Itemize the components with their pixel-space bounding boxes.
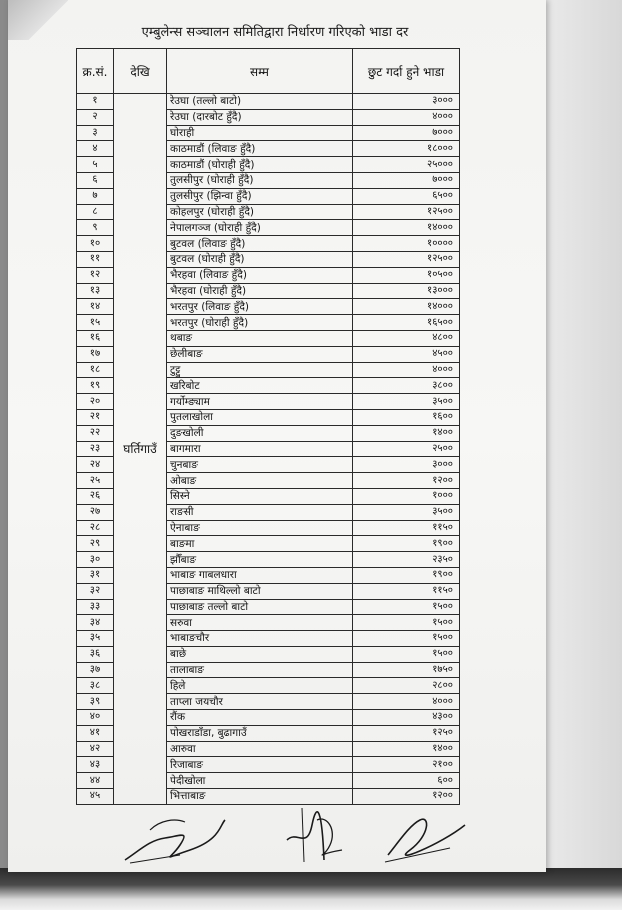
rate-cell: १०००० [353, 236, 460, 252]
rate-cell: ३५०० [353, 394, 460, 410]
destination-cell: हिले [167, 678, 353, 694]
rate-cell: १२५०० [353, 204, 460, 220]
serial-cell: ३८ [77, 678, 114, 694]
destination-cell: ताप्ला जयचौर [167, 694, 353, 710]
rate-cell: १०५०० [353, 267, 460, 283]
serial-cell: ४० [77, 710, 114, 726]
serial-cell: २८ [77, 520, 114, 536]
destination-cell: चुनबाङ [167, 457, 353, 473]
destination-cell: सरुवा [167, 615, 353, 631]
rate-cell: १५०० [353, 599, 460, 615]
serial-cell: १९ [77, 378, 114, 394]
serial-cell: १५ [77, 315, 114, 331]
rate-cell: १५०० [353, 615, 460, 631]
serial-cell: २३ [77, 441, 114, 457]
destination-cell: भरतपुर (लिवाङ हुँदै) [167, 299, 353, 315]
destination-cell: थबाङ [167, 330, 353, 346]
signature-2 [282, 800, 352, 870]
rate-cell: १३००० [353, 283, 460, 299]
destination-cell: भैरहवा (लिवाङ हुँदै) [167, 267, 353, 283]
serial-cell: ४ [77, 141, 114, 157]
destination-cell: पाछाबाङ तल्लो बाटो [167, 599, 353, 615]
serial-cell: १४ [77, 299, 114, 315]
serial-cell: २४ [77, 457, 114, 473]
serial-cell: ३९ [77, 694, 114, 710]
table-header-row [77, 49, 460, 94]
rate-cell: १५०० [353, 646, 460, 662]
rate-cell: ४८०० [353, 330, 460, 346]
destination-cell: नेपालगञ्ज (घोराही हुँदै) [167, 220, 353, 236]
rate-cell: २५००० [353, 157, 460, 173]
rate-cell: ४००० [353, 362, 460, 378]
rate-table [76, 48, 460, 805]
destination-cell: पेदीखोला [167, 773, 353, 789]
signature-3-mark [380, 800, 470, 870]
destination-cell: पोखराडाँडा, बुढागाउँ [167, 725, 353, 741]
serial-cell: १२ [77, 267, 114, 283]
serial-cell: २० [77, 394, 114, 410]
destination-cell: घोराही [167, 125, 353, 141]
rate-cell: १२०० [353, 789, 460, 805]
serial-cell: ९ [77, 220, 114, 236]
destination-cell: तुलसीपुर (घोराही हुँदै) [167, 172, 353, 188]
destination-cell: भित्ताबाङ [167, 789, 353, 805]
serial-cell: १८ [77, 362, 114, 378]
destination-cell: भैरहवा (घोराही हुँदै) [167, 283, 353, 299]
rate-cell: १५०० [353, 631, 460, 647]
rate-cell: २५०० [353, 441, 460, 457]
destination-cell: बाङमा [167, 536, 353, 552]
rate-cell: १६०० [353, 409, 460, 425]
serial-cell: ३४ [77, 615, 114, 631]
rate-cell: २३५० [353, 552, 460, 568]
signature-3 [380, 800, 470, 870]
serial-cell: ४५ [77, 789, 114, 805]
destination-cell: आरुवा [167, 741, 353, 757]
destination-cell: गर्योम्ङ्याम [167, 394, 353, 410]
rate-cell: १२५०० [353, 251, 460, 267]
rate-cell: ४३०० [353, 710, 460, 726]
serial-cell: ११ [77, 251, 114, 267]
destination-cell: बागमारा [167, 441, 353, 457]
rate-table-body [77, 94, 460, 805]
serial-cell: ३१ [77, 567, 114, 583]
document-title: एम्बुलेन्स सञ्चालन समितिद्वारा निर्धारण गरिएको भाडा दर [141, 25, 409, 40]
serial-cell: २५ [77, 473, 114, 489]
serial-cell: ४३ [77, 757, 114, 773]
header-from: देखि [114, 49, 167, 94]
destination-cell: रेउघा (तल्लो बाटो) [167, 94, 353, 110]
serial-cell: ७ [77, 188, 114, 204]
destination-cell: रिजाबाङ [167, 757, 353, 773]
destination-cell: काठमाडौं (घोराही हुँदै) [167, 157, 353, 173]
serial-cell: ३० [77, 552, 114, 568]
destination-cell: छेलीबाङ [167, 346, 353, 362]
header-serial: क्र.सं. [77, 49, 114, 94]
rate-cell: ३५०० [353, 504, 460, 520]
destination-cell: दुङखोली [167, 425, 353, 441]
table-row [77, 94, 460, 110]
serial-cell: २९ [77, 536, 114, 552]
serial-cell: ६ [77, 172, 114, 188]
serial-cell: २१ [77, 409, 114, 425]
rate-cell: ३८०० [353, 378, 460, 394]
serial-cell: ३ [77, 125, 114, 141]
destination-cell: खरिबोट [167, 378, 353, 394]
background-edge [0, 868, 622, 910]
rate-cell: १२०० [353, 473, 460, 489]
rate-cell: २८०० [353, 678, 460, 694]
destination-cell: राङसी [167, 504, 353, 520]
serial-cell: ३६ [77, 646, 114, 662]
serial-cell: १६ [77, 330, 114, 346]
destination-cell: पाछाबाङ माथिल्लो बाटो [167, 583, 353, 599]
rate-cell: ३००० [353, 94, 460, 110]
rate-cell: ३००० [353, 457, 460, 473]
rate-cell: ६०० [353, 773, 460, 789]
rate-cell: ११५० [353, 583, 460, 599]
rate-cell: १९०० [353, 536, 460, 552]
rate-cell: १४०० [353, 741, 460, 757]
destination-cell: भाबाङ गाबलधारा [167, 567, 353, 583]
destination-cell: पुतलाखोला [167, 409, 353, 425]
rate-cell: १४००० [353, 220, 460, 236]
rate-cell: १७५० [353, 662, 460, 678]
destination-cell: टुट्टु [167, 362, 353, 378]
serial-cell: ४४ [77, 773, 114, 789]
destination-cell: ऐनाबाङ [167, 520, 353, 536]
header-rate: छुट गर्दा हुने भाडा [353, 49, 460, 94]
destination-cell: तुलसीपुर (झिन्वा हुँदै) [167, 188, 353, 204]
destination-cell: रौंक [167, 710, 353, 726]
rate-cell: १८००० [353, 141, 460, 157]
rate-cell: ४००० [353, 109, 460, 125]
destination-cell: ओबाङ [167, 473, 353, 489]
destination-cell: बुटवल (घोराही हुँदै) [167, 251, 353, 267]
serial-cell: २२ [77, 425, 114, 441]
signature-2-mark [282, 800, 352, 870]
serial-cell: १ [77, 94, 114, 110]
serial-cell: ३५ [77, 631, 114, 647]
destination-cell: भाबाङचौर [167, 631, 353, 647]
serial-cell: १३ [77, 283, 114, 299]
serial-cell: ३३ [77, 599, 114, 615]
serial-cell: २ [77, 109, 114, 125]
serial-cell: ३२ [77, 583, 114, 599]
serial-cell: २६ [77, 488, 114, 504]
rate-cell: ४५०० [353, 346, 460, 362]
header-to: सम्म [167, 49, 353, 94]
rate-cell: ७००० [353, 172, 460, 188]
serial-cell: ४१ [77, 725, 114, 741]
destination-cell: बुटवल (लिवाङ हुँदै) [167, 236, 353, 252]
serial-cell: १० [77, 236, 114, 252]
serial-cell: १७ [77, 346, 114, 362]
serial-cell: ५ [77, 157, 114, 173]
rate-cell: १९०० [353, 567, 460, 583]
destination-cell: रेउघा (दारबोट हुँदै) [167, 109, 353, 125]
rate-cell: १००० [353, 488, 460, 504]
rate-cell: ७००० [353, 125, 460, 141]
rate-cell: ६५०० [353, 188, 460, 204]
rate-cell: १६५०० [353, 315, 460, 331]
signature-1 [120, 800, 230, 870]
rate-cell: १४०० [353, 425, 460, 441]
serial-cell: २७ [77, 504, 114, 520]
serial-cell: ३७ [77, 662, 114, 678]
destination-cell: काठमाडौं (लिवाङ हुँदै) [167, 141, 353, 157]
signature-1-mark [120, 800, 230, 870]
destination-cell: बाछे [167, 646, 353, 662]
destination-cell: सिस्ने [167, 488, 353, 504]
serial-cell: ४२ [77, 741, 114, 757]
destination-cell: तालाबाङ [167, 662, 353, 678]
destination-cell: झौँबाङ [167, 552, 353, 568]
rate-cell: २१०० [353, 757, 460, 773]
destination-cell: कोहलपुर (घोराही हुँदै) [167, 204, 353, 220]
origin-cell: घर्तिगाउँ [114, 94, 167, 805]
rate-cell: ११५० [353, 520, 460, 536]
rate-cell: १२५० [353, 725, 460, 741]
rate-cell: १४००० [353, 299, 460, 315]
serial-cell: ८ [77, 204, 114, 220]
destination-cell: भरतपुर (घोराही हुँदै) [167, 315, 353, 331]
rate-cell: ४००० [353, 694, 460, 710]
